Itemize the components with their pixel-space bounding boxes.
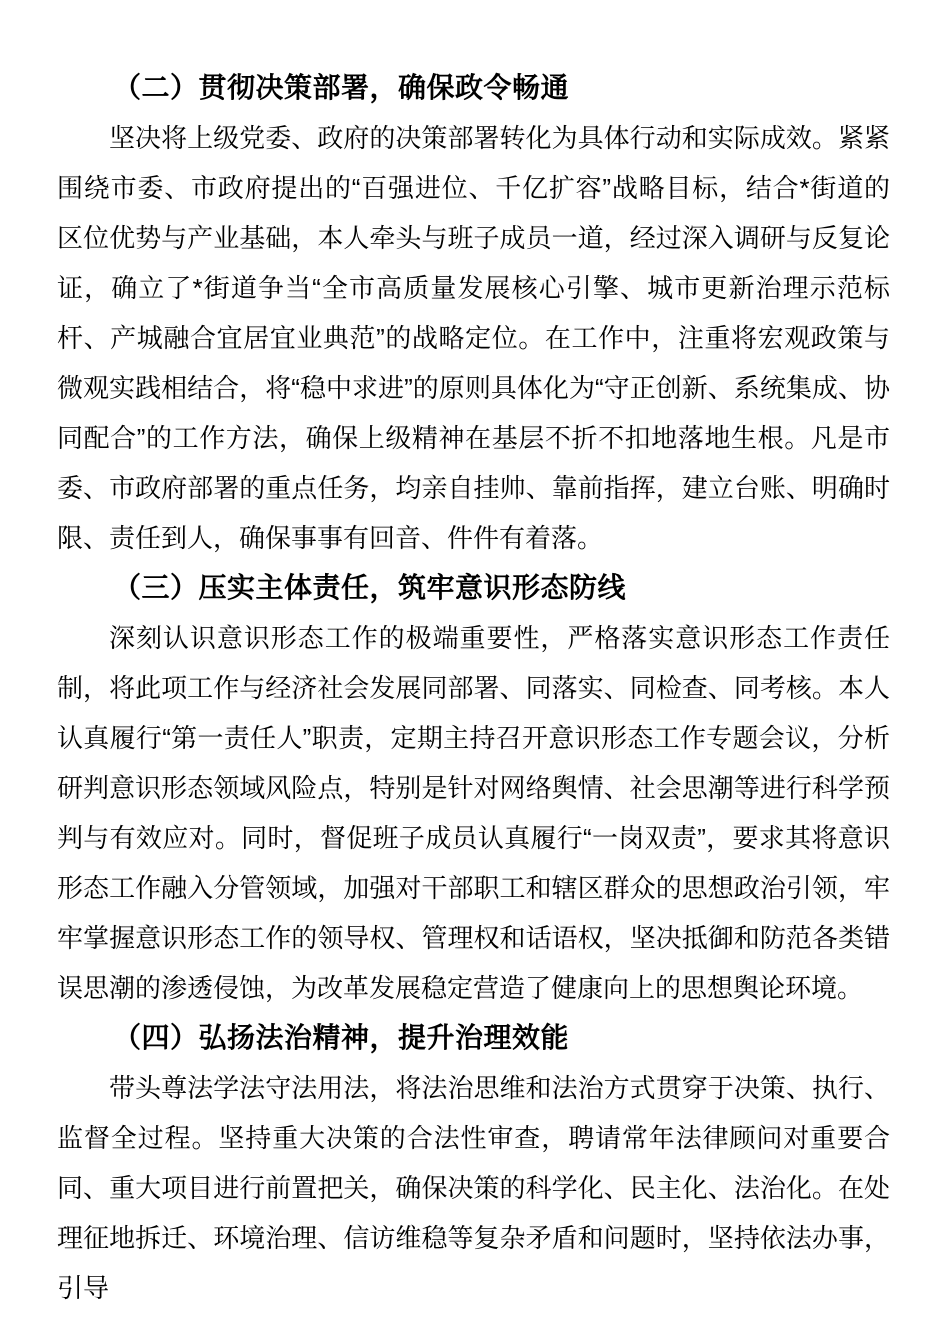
paragraph: 深刻认识意识形态工作的极端重要性，严格落实意识形态工作责任制，将此项工作与经济社会发展同部署、同落实、同检查、同考核。本人认真履行“第一责任人”职责，定期主持召开意识形态工作专题会议，分析研判意识形态领域风险点，特别是针对网络舆情、社会思潮等进行科学预判与有效应对。同时，督促班子成员认真履行“一岗双责”，要求其将意识形态工作融入分管领域，加强对干部职工和辖区群众的思想政治引领，牢牢掌握意识形态工作的领导权、管理权和话语权，坚决抵御和防范各类错误思潮的渗透侵蚀，为改革发展稳定营造了健康向上的思想舆论环境。 [57, 623, 890, 1003]
section-4-rule-of-law [57, 1013, 890, 1313]
paragraph: 带头尊法学法守法用法，将法治思维和法治方式贯穿于决策、执行、监督全过程。坚持重大决策的合法性审查，聘请常年法律顾问对重要合同、重大项目进行前置把关，确保决策的科学化、民主化、法治化。在处理征地拆迁、环境治理、信访维稳等复杂矛盾和问题时，坚持依法办事，引导 [57, 1073, 890, 1303]
section-3-ideology-responsibility [57, 563, 890, 1013]
section-2-implement-decisions [57, 63, 890, 563]
paragraph: 坚决将上级党委、政府的决策部署转化为具体行动和实际成效。紧紧围绕市委、市政府提出的“百强进位、千亿扩容”战略目标，结合*街道的区位优势与产业基础，本人牵头与班子成员一道，经过深入调研与反复论证，确立了*街道争当“全市高质量发展核心引擎、城市更新治理示范标杆、产城融合宜居宜业典范”的战略定位。在工作中，注重将宏观政策与微观实践相结合，将“稳中求进”的原则具体化为“守正创新、系统集成、协同配合”的工作方法，确保上级精神在基层不折不扣地落地生根。凡是市委、市政府部署的重点任务，均亲自挂帅、靠前指挥，建立台账、明确时限、责任到人，确保事事有回音、件件有着落。 [57, 123, 890, 553]
section-heading: （四）弘扬法治精神，提升治理效能 [113, 1022, 570, 1053]
section-heading: （二）贯彻决策部署，确保政令畅通 [113, 72, 570, 103]
section-heading: （三）压实主体责任，筑牢意识形态防线 [113, 572, 627, 603]
